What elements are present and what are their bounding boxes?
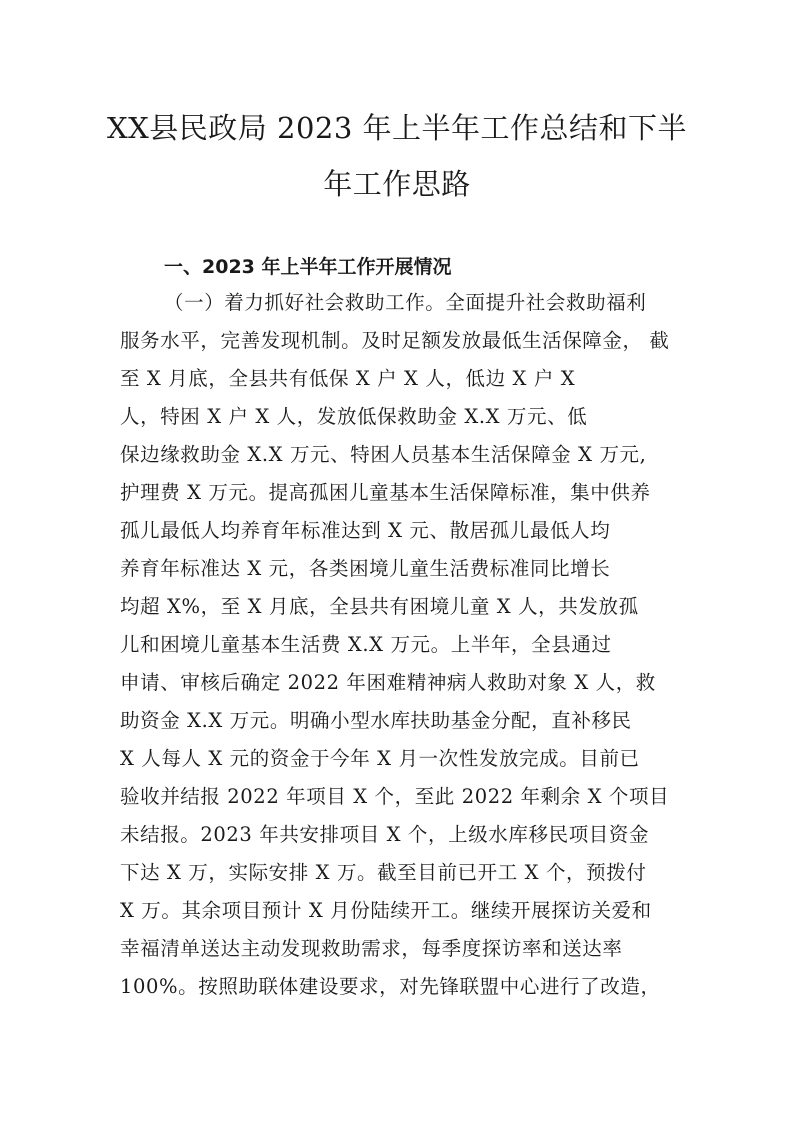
body-line: 养育年标准达 X 元，各类困境儿童生活费标准同比增长 [120, 557, 611, 580]
body-line: 申请、审核后确定 2022 年困难精神病人救助对象 X 人，救 [120, 671, 656, 694]
body-line: 服务水平，完善发现机制。及时足额发放最低生活保障金， 截 [120, 329, 670, 352]
body-line: 助资金 X.X 万元。明确小型水库扶助基金分配，直补移民 [120, 709, 632, 732]
body-line: X 万。其余项目预计 X 月份陆续开工。继续开展探访关爱和 [120, 899, 652, 922]
body-line: 均超 X%，至 X 月底，全县共有困境儿童 X 人，共发放孤 [120, 595, 639, 618]
body-line: 100%。按照助联体建设要求，对先锋联盟中心进行了改造， [120, 975, 661, 998]
document-title-line-1: XX县民政局 2023 年上半年工作总结和下半 [106, 111, 688, 145]
body-line: 至 X 月底，全县共有低保 X 户 X 人，低边 X 户 X [120, 367, 576, 390]
body-line: （一）着力抓好社会救助工作。全面提升社会救助福利 [164, 291, 647, 314]
section-heading: 一、2023 年上半年工作开展情况 [164, 256, 452, 278]
body-line: 未结报。2023 年共安排项目 X 个，上级水库移民项目资金 [120, 823, 650, 846]
body-line: 孤儿最低人均养育年标准达到 X 元、散居孤儿最低人均 [120, 519, 611, 542]
body-line: 儿和困境儿童基本生活费 X.X 万元。上半年，全县通过 [120, 633, 612, 656]
body-line: 护理费 X 万元。提高孤困儿童基本生活保障标准，集中供养 [120, 481, 651, 504]
document-title-line-2: 年工作思路 [323, 167, 471, 201]
body-line: 下达 X 万，实际安排 X 万。截至目前已开工 X 个，预拨付 [120, 861, 647, 884]
body-line: 保边缘救助金 X.X 万元、特困人员基本生活保障金 X 万元, [120, 443, 647, 466]
body-line: 验收并结报 2022 年项目 X 个，至此 2022 年剩余 X 个项目 [120, 785, 670, 808]
body-line: 人，特困 X 户 X 人，发放低保救助金 X.X 万元、低 [120, 405, 588, 428]
body-line: X 人每人 X 元的资金于今年 X 月一次性发放完成。目前已 [120, 747, 640, 770]
body-line: 幸福清单送达主动发现救助需求，每季度探访率和送达率 [120, 937, 623, 960]
